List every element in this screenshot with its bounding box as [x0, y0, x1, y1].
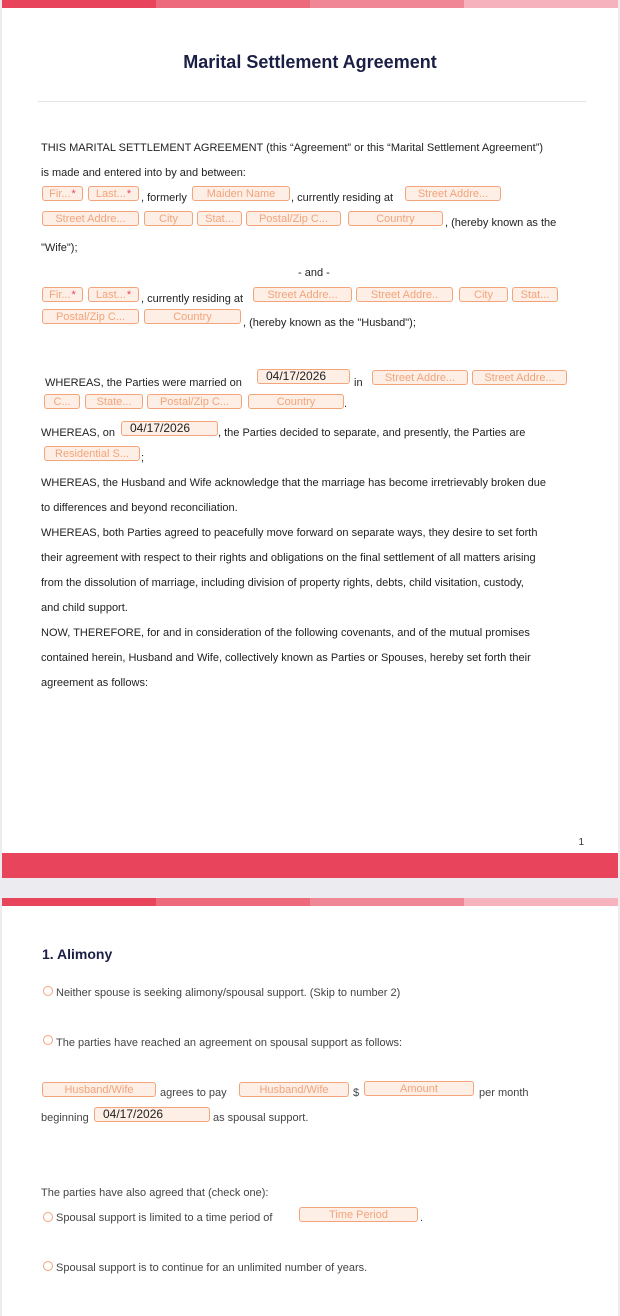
husband-last-name-field[interactable]: Last...* — [88, 287, 139, 302]
marriage-postal-field[interactable]: Postal/Zip C... — [147, 394, 242, 409]
wife-postal-field[interactable]: Postal/Zip C... — [246, 211, 341, 226]
wife-country-field[interactable]: Country — [348, 211, 443, 226]
agrees-to-pay-text: agrees to pay — [160, 1087, 227, 1099]
wife-street-address-2-field[interactable]: Street Addre... — [42, 211, 139, 226]
limited-period-label: Spousal support is limited to a time period of — [56, 1212, 273, 1224]
also-agreed-text: The parties have also agreed that (check one): — [41, 1187, 269, 1199]
hereby-husband-text: , (hereby known as the "Husband"); — [243, 317, 416, 329]
husband-street-address-field[interactable]: Street Addre... — [253, 287, 352, 302]
now-line-3: agreement as follows: — [41, 677, 148, 689]
marriage-state-field[interactable]: State... — [85, 394, 143, 409]
marriage-street-address-field[interactable]: Street Addre... — [372, 370, 468, 385]
residential-status-field[interactable]: Residential S... — [44, 446, 140, 461]
support-start-date-field[interactable]: 04/17/2026 — [94, 1107, 210, 1122]
agreed-alimony-label: The parties have reached an agreement on spousal support as follows: — [56, 1037, 403, 1049]
agreed-line-1: WHEREAS, both Parties agreed to peacefully move forward on separate ways, they desire to set forth — [41, 527, 538, 539]
wife-state-field[interactable]: Stat... — [197, 211, 242, 226]
agreed-line-3: from the dissolution of marriage, including division of property rights, debts, child visitation, custody, — [41, 577, 524, 589]
now-line-2: contained herein, Husband and Wife, collectively known as Parties or Spouses, hereby set forth their — [41, 652, 531, 664]
husband-city-field[interactable]: City — [459, 287, 508, 302]
unlimited-years-radio[interactable] — [43, 1261, 53, 1271]
marriage-city-field[interactable]: C... — [44, 394, 80, 409]
acknowledge-line-1: WHEREAS, the Husband and Wife acknowledge that the marriage has become irretrievably broken due — [41, 477, 547, 489]
husband-first-name-field[interactable]: Fir...* — [42, 287, 83, 302]
document-title: Marital Settlement Agreement — [183, 52, 437, 72]
limited-period-radio[interactable] — [43, 1212, 53, 1222]
document-page-1 — [2, 0, 618, 878]
wife-city-field[interactable]: City — [144, 211, 193, 226]
page-top-accent — [2, 898, 618, 906]
wife-last-name-field[interactable]: Last...* — [88, 186, 139, 201]
husband-currently-residing-text: , currently residing at — [141, 293, 244, 305]
payee-field[interactable]: Husband/Wife — [239, 1082, 349, 1097]
and-separator: - and - — [298, 267, 330, 279]
agreed-line-4: and child support. — [41, 602, 128, 614]
acknowledge-line-2: to differences and beyond reconciliation. — [41, 502, 238, 514]
wife-end-text: "Wife"); — [41, 242, 78, 254]
amount-field[interactable]: Amount — [364, 1081, 474, 1096]
limited-period-end: . — [420, 1212, 424, 1224]
husband-postal-field[interactable]: Postal/Zip C... — [42, 309, 139, 324]
now-line-1: NOW, THEREFORE, for and in consideration of the following covenants, and of the mutual promises — [41, 627, 530, 639]
marriage-date-field[interactable]: 04/17/2026 — [257, 369, 350, 384]
wife-first-name-field[interactable]: Fir...* — [42, 186, 83, 201]
marriage-country-field[interactable]: Country — [248, 394, 344, 409]
decided-text: , the Parties decided to separate, and presently, the Parties are — [218, 427, 526, 439]
wife-street-address-field[interactable]: Street Addre... — [405, 186, 501, 201]
in-text: in — [354, 377, 363, 389]
agreed-alimony-radio[interactable] — [43, 1035, 53, 1045]
marriage-street-address-2-field[interactable]: Street Addre... — [472, 370, 567, 385]
maiden-name-field[interactable]: Maiden Name — [192, 186, 290, 201]
residential-semicolon: ; — [141, 452, 145, 464]
hereby-wife-text: , (hereby known as the — [445, 217, 557, 229]
title-divider — [38, 101, 586, 102]
time-period-field[interactable]: Time Period — [299, 1207, 418, 1222]
intro-line-2: is made and entered into by and between: — [41, 167, 246, 179]
unlimited-years-label: Spousal support is to continue for an unlimited number of years. — [56, 1262, 368, 1274]
dollar-sign: $ — [353, 1087, 360, 1099]
per-month-text: per month — [479, 1087, 529, 1099]
page-number: 1 — [578, 837, 584, 848]
currently-residing-text: , currently residing at — [291, 192, 394, 204]
no-alimony-radio[interactable] — [43, 986, 53, 996]
no-alimony-label: Neither spouse is seeking alimony/spousal support. (Skip to number 2) — [56, 987, 401, 999]
husband-street-address-2-field[interactable]: Street Addre.. — [356, 287, 453, 302]
whereas-on-text: WHEREAS, on — [41, 427, 115, 439]
as-support-text: as spousal support. — [213, 1112, 309, 1124]
page-footer-accent — [2, 853, 618, 878]
payer-field[interactable]: Husband/Wife — [42, 1082, 156, 1097]
separation-date-field[interactable]: 04/17/2026 — [121, 421, 218, 436]
document-page-2 — [2, 898, 618, 1316]
husband-state-field[interactable]: Stat... — [512, 287, 558, 302]
husband-country-field[interactable]: Country — [144, 309, 241, 324]
alimony-heading: 1. Alimony — [42, 946, 113, 962]
whereas-married-text: WHEREAS, the Parties were married on — [45, 377, 242, 389]
intro-line-1: THIS MARITAL SETTLEMENT AGREEMENT (this “Agreement” or this “Marital Settlement Agreement”) — [41, 142, 544, 154]
formerly-text: , formerly — [141, 192, 187, 204]
page-top-accent — [2, 0, 618, 8]
agreed-line-2: their agreement with respect to their rights and obligations on the final settlement of all matters arising — [41, 552, 536, 564]
beginning-text: beginning — [41, 1112, 89, 1124]
marriage-period: . — [344, 398, 348, 410]
